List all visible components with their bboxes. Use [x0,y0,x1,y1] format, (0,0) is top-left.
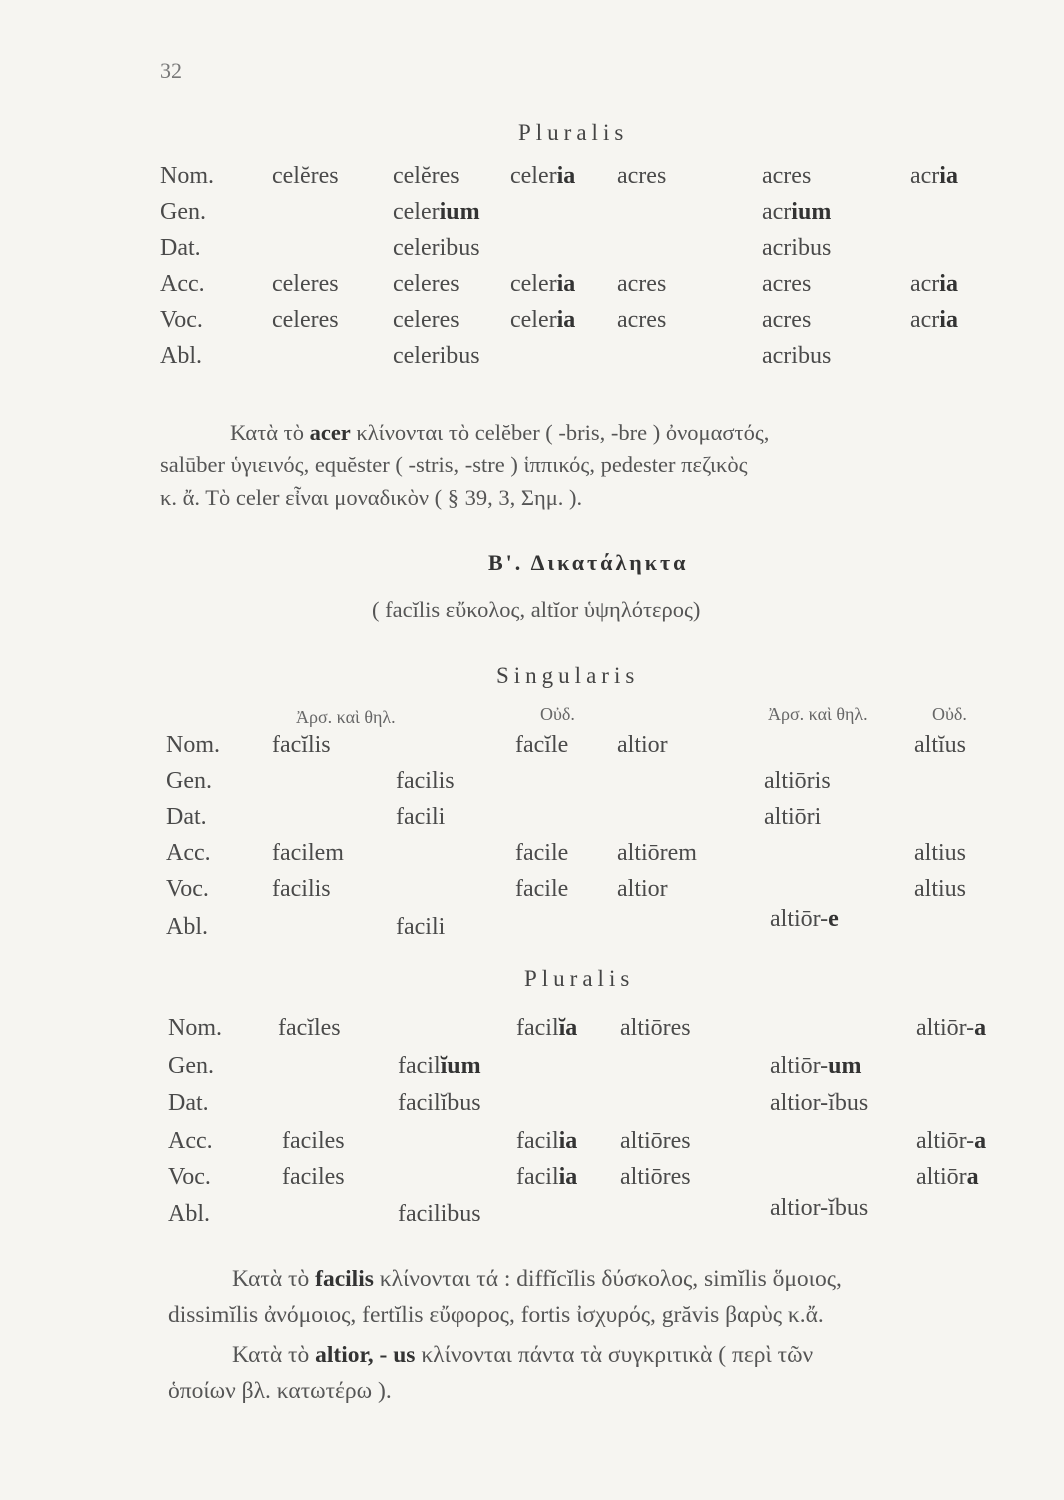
cell: altior-ĭbus [770,1090,869,1116]
cell: celeribus [393,343,480,369]
cell: facili [396,914,446,940]
column-header: Ἀρσ. καὶ θηλ. [296,707,396,727]
case-label: Nom. [166,732,220,758]
cell: acres [617,271,667,297]
table-row [0,732,1064,768]
cell: facĭles [278,1015,341,1041]
cell: altiōr-a [916,1128,987,1154]
table-row [0,840,1064,876]
cell: acres [617,163,667,189]
cell: acribus [762,235,832,261]
cell: acres [617,307,667,333]
case-label: Dat. [168,1090,209,1116]
case-label: Acc. [168,1128,213,1154]
table-row [0,271,1064,307]
paragraph-line: Κατὰ τὸ altior, - us κλίνονται πάντα τὰ συγκριτικὰ ( περὶ τῶν [232,1342,814,1368]
cell: altiōres [620,1015,691,1041]
cell: celĕres [272,163,339,189]
cell: facilia [516,1164,578,1190]
case-label: Voc. [168,1164,211,1190]
cell: altius [914,876,966,902]
cell: celeres [272,307,339,333]
cell: facilis [396,768,455,794]
paragraph-line: Κατὰ τὸ facilis κλίνονται τά : diffĭcĭlis δύσκολος, simĭlis ὅμοιος, [232,1266,842,1292]
cell: acria [910,271,958,297]
section-b-subtitle: ( facĭlis εὔκολος, altĭor ὑψηλότερος) [372,597,701,622]
column-header: Ἀρσ. καὶ θηλ. [768,704,868,724]
case-label: Nom. [160,163,214,189]
cell: celeres [272,271,339,297]
cell: celeria [510,163,576,189]
case-label: Dat. [160,235,201,261]
cell: altiōrem [617,840,697,866]
cell: facĭlis [272,732,331,758]
cell: altiōri [764,804,822,830]
cell: celerium [393,199,480,225]
case-label: Abl. [166,914,208,940]
paragraph-line: κ. ἄ. Τὸ celer εἶναι μοναδικὸν ( § 39, 3, Σημ. ). [160,485,583,510]
cell: celeres [393,271,460,297]
cell: faciles [282,1164,345,1190]
cell: acrium [762,199,832,225]
cell: facilĭum [398,1053,481,1079]
cell: facilia [516,1128,578,1154]
cell: altius [914,840,966,866]
cell: facile [515,876,569,902]
case-label: Gen. [168,1053,214,1079]
cell: altiōres [620,1164,691,1190]
cell: altiōris [764,768,831,794]
paragraph-line: Κατὰ τὸ acer κλίνονται τὸ celĕber ( -bris, -bre ) ὀνομαστός, [230,420,770,445]
column-header: Οὐδ. [932,704,967,724]
cell: altĭus [914,732,966,758]
cell: celeres [393,307,460,333]
cell: celeribus [393,235,480,261]
case-label: Acc. [166,840,211,866]
cell: altiōr-um [770,1053,862,1079]
cell: altiōr-a [916,1015,987,1041]
cell: facilem [272,840,344,866]
cell: facilis [272,876,331,902]
table-row [0,1053,1064,1089]
table-row [0,876,1064,912]
page-number: 32 [160,58,182,83]
cell: acria [910,163,958,189]
table-row [0,1195,1064,1237]
table-row [0,199,1064,235]
table-row [0,307,1064,343]
cell: faciles [282,1128,345,1154]
table-row [0,768,1064,804]
cell: altior [617,732,668,758]
case-label: Gen. [166,768,212,794]
cell: facile [515,840,569,866]
table-row [0,1090,1064,1126]
cell: facilĭa [516,1015,578,1041]
cell: altiōr-e [770,906,839,932]
section-b-title: Β'. Δικατάληκτα [488,550,689,575]
cell: acres [762,307,812,333]
cell: altiōra [916,1164,979,1190]
cell: acres [762,271,812,297]
table-row [0,343,1064,379]
paragraph-line: dissimĭlis ἀνόμοιος, fertĭlis εὔφορος, fortis ἰσχυρός, grăvis βαρὺς κ.ἄ. [168,1302,824,1328]
cell: facĭle [515,732,569,758]
paragraph-line: salūber ὑγιεινός, equĕster ( -stris, -stre ) ἱππικός, pedester πεζικὸς [160,452,748,477]
case-label: Nom. [168,1015,222,1041]
cell: altiōres [620,1128,691,1154]
plural1-title: Pluralis [518,120,629,145]
table-row [0,1164,1064,1200]
cell: altior-ĭbus [770,1195,869,1221]
cell: acria [910,307,958,333]
case-label: Gen. [160,199,206,225]
case-label: Dat. [166,804,207,830]
table-row [0,1015,1064,1051]
cell: celĕres [393,163,460,189]
case-label: Abl. [160,343,202,369]
cell: facilĭbus [398,1090,481,1116]
table-row [0,906,1064,950]
cell: facili [396,804,446,830]
cell: facilibus [398,1201,481,1227]
cell: acribus [762,343,832,369]
case-label: Abl. [168,1201,210,1227]
cell: altior [617,876,668,902]
case-label: Voc. [166,876,209,902]
cell: celeria [510,271,576,297]
case-label: Voc. [160,307,203,333]
cell: celeria [510,307,576,333]
column-header: Οὐδ. [540,704,575,724]
table-row [0,804,1064,840]
table-row [0,1128,1064,1164]
plural2-title: Pluralis [524,966,635,991]
table-row [0,235,1064,271]
cell: acres [762,163,812,189]
table-row [0,163,1064,199]
singular-title: Singularis [496,663,640,688]
paragraph-line: ὁποίων βλ. κατωτέρω ). [168,1378,392,1404]
case-label: Acc. [160,271,205,297]
